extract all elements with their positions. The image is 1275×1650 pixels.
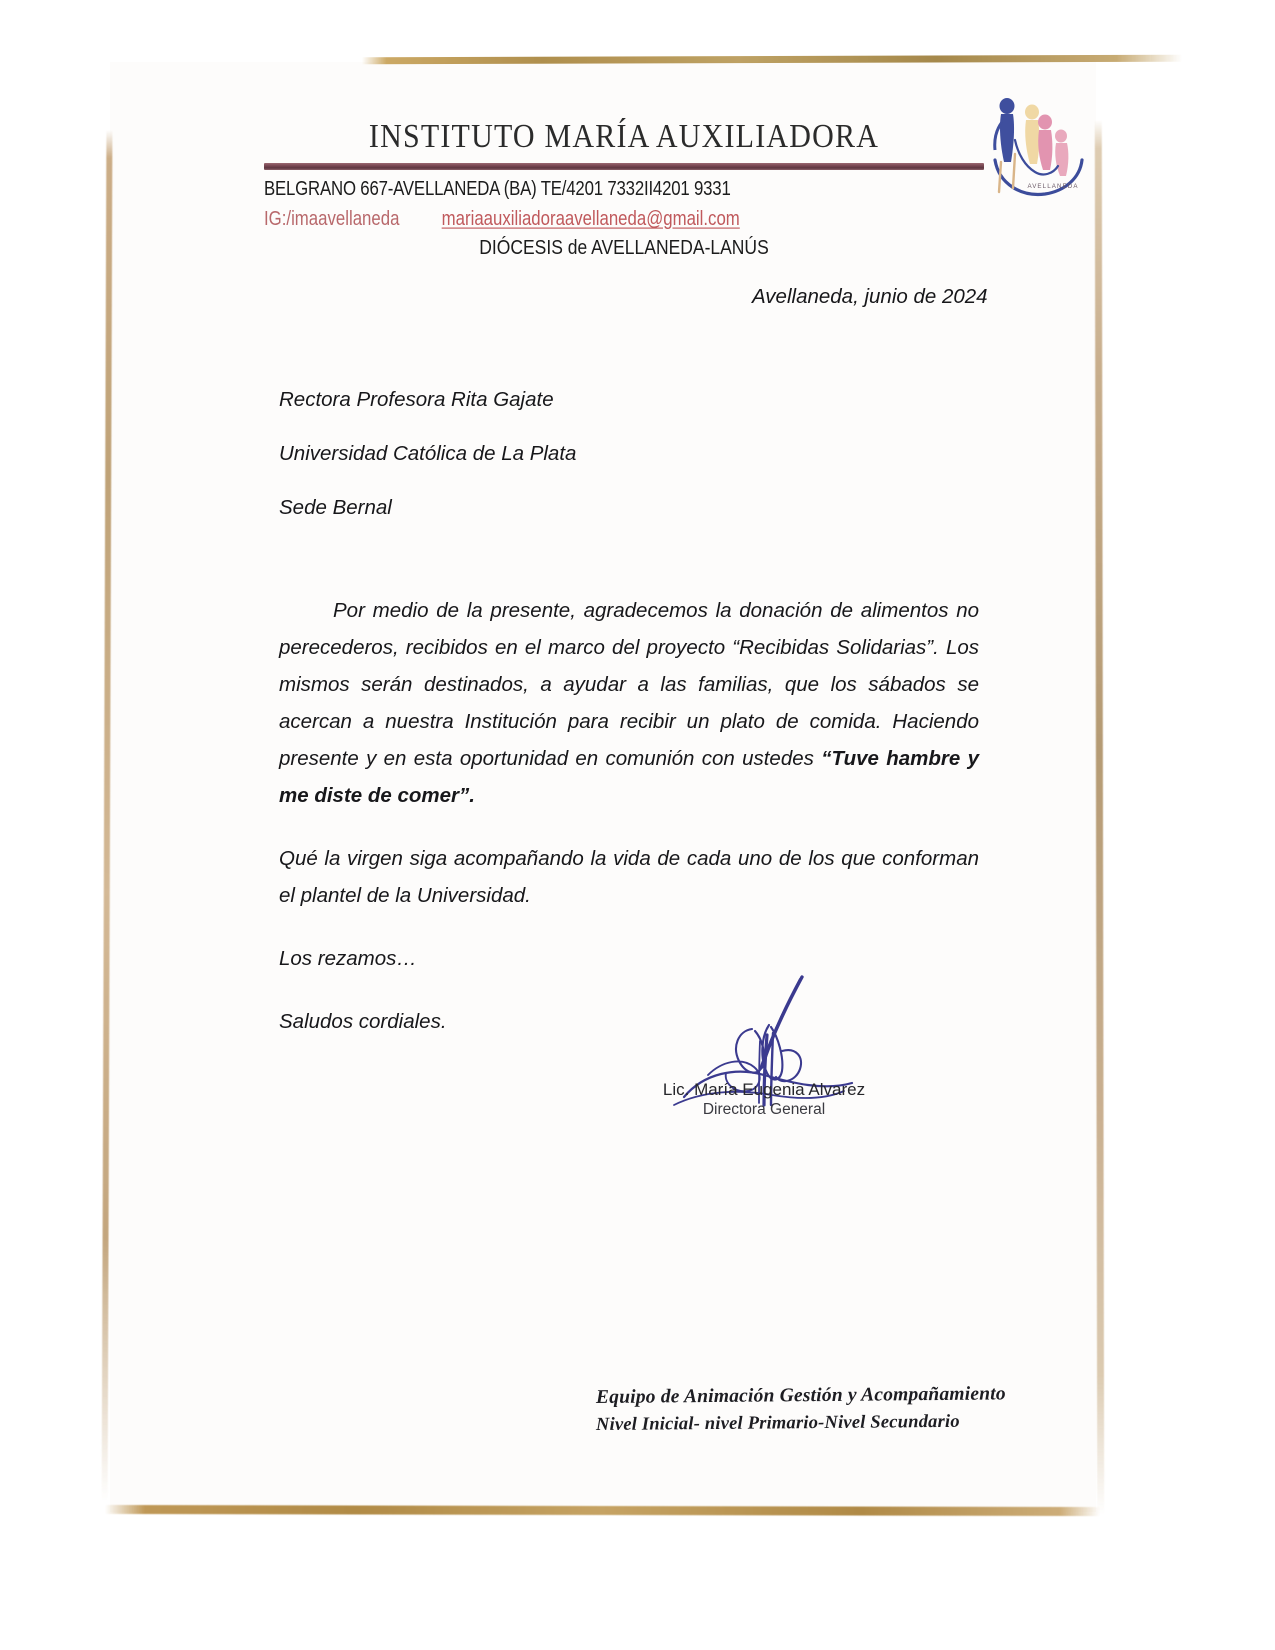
signatory-role: Directora General — [702, 1101, 826, 1118]
institute-name: INSTITUTO MARÍA AUXILIADORA — [368, 118, 880, 155]
body-paragraph — [279, 592, 979, 814]
address-line: BELGRANO 667-AVELLANEDA (BA) TE/4201 7332II4201 9331 — [264, 177, 731, 200]
letterhead — [264, 118, 984, 257]
header-rule-divider — [264, 163, 984, 170]
body-text-run: Por medio de la presente, agradecemos la donación de alimentos no perecederos, recibidos en el marco del proyecto “Recibidas Solidarias”. Los mismos serán destinados, a ayudar a las familias, que los sábados se acercan a nuestra Institución para recibir un plato de comida. Haciendo presente y en esta oportunidad en comunión con ustedes — [279, 599, 979, 770]
addressee-line: Sede Bernal — [279, 496, 392, 519]
svg-text:AVELLANEDA: AVELLANEDA — [1027, 183, 1079, 190]
institute-logo-icon — [985, 92, 1089, 204]
body-text-run: Saludos cordiales. — [279, 1010, 447, 1033]
contact-row — [264, 207, 955, 231]
signature-block — [612, 955, 912, 1155]
letter-date: Avellaneda, junio de 2024 — [752, 285, 988, 308]
email-link[interactable]: mariaauxiliadoraavellaneda@gmail.com — [441, 207, 740, 230]
footer-block — [595, 1383, 1016, 1442]
addressee-line: Rectora Profesora Rita Gajate — [279, 388, 554, 411]
signatory-name: Lic. María Eugenia Alvarez — [662, 1080, 866, 1099]
body-paragraph — [279, 840, 979, 914]
body-text-emphasis: “Tuve hambre y me diste de comer”. — [279, 747, 979, 807]
instagram-handle[interactable]: IG:/imaavellaneda — [264, 207, 400, 230]
addressee-line: Universidad Católica de La Plata — [279, 442, 577, 465]
footer-line-1: Equipo de Animación Gestión y Acompañamiento — [595, 1383, 1006, 1408]
body-text-run: Qué la virgen siga acompañando la vida de cada uno de los que conforman el plantel de la Universidad. — [279, 847, 979, 907]
addressee-block — [279, 388, 979, 550]
body-text-run: Los rezamos… — [279, 947, 417, 970]
diocese-line: DIÓCESIS de AVELLANEDA-LANÚS — [479, 236, 769, 259]
footer-line-2: Nivel Inicial- nivel Primario-Nivel Secundario — [595, 1411, 960, 1435]
